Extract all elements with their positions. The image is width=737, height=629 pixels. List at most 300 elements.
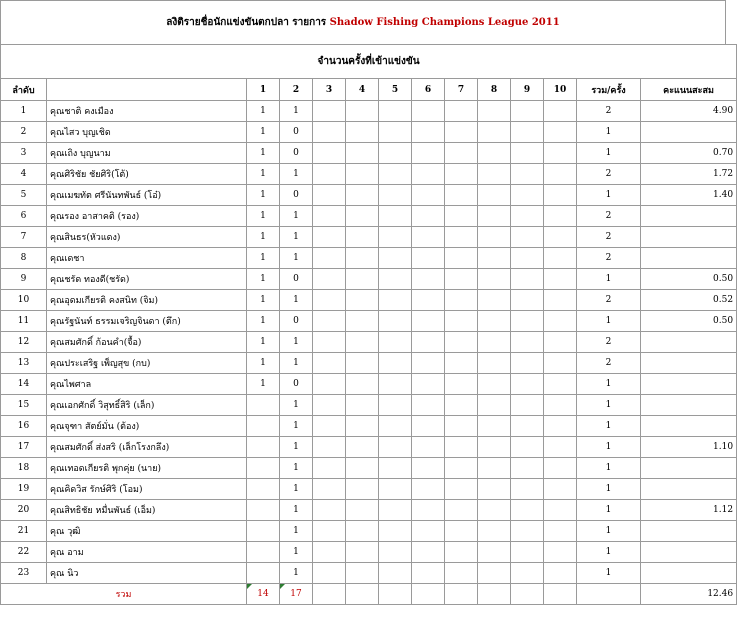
row-round-8 [478,227,511,248]
row-round-5 [379,542,412,563]
row-round-8 [478,416,511,437]
row-round-2: 1 [280,353,313,374]
row-round-2: 1 [280,416,313,437]
row-score [641,458,737,479]
row-round-4 [346,101,379,122]
row-round-5 [379,521,412,542]
row-no: 10 [1,290,47,311]
totals-round-7 [445,584,478,605]
row-round-4 [346,521,379,542]
subheader: จำนวนครั้งที่เข้าแข่งขัน [1,45,737,79]
row-name: คุณชาติ คงเมือง [47,101,247,122]
row-total: 2 [577,353,641,374]
header-total: รวม/ครั้ง [577,79,641,101]
header-round-7: 7 [445,79,478,101]
row-round-3 [313,416,346,437]
row-round-3 [313,206,346,227]
row-round-2: 1 [280,164,313,185]
row-no: 14 [1,374,47,395]
row-round-9 [511,248,544,269]
row-round-2: 1 [280,290,313,311]
row-round-10 [544,332,577,353]
row-round-7 [445,395,478,416]
row-no: 18 [1,458,47,479]
row-round-10 [544,563,577,584]
row-score [641,122,737,143]
formula-marker-icon [280,584,285,589]
row-round-10 [544,542,577,563]
row-round-3 [313,248,346,269]
row-round-7 [445,479,478,500]
totals-round-8 [478,584,511,605]
row-round-7 [445,542,478,563]
row-round-9 [511,101,544,122]
table-row [1,185,737,206]
row-name: คุณเมฆทัต ศรีนันทพันธ์ (โอ๋) [47,185,247,206]
row-round-6 [412,416,445,437]
row-round-5 [379,332,412,353]
row-no: 16 [1,416,47,437]
header-score: คะแนนสะสม [641,79,737,101]
row-round-1: 1 [247,269,280,290]
table-row [1,269,737,290]
table-row [1,101,737,122]
header-round-5: 5 [379,79,412,101]
row-name: คุณรอง อาสาคติ (รอง) [47,206,247,227]
row-round-1 [247,542,280,563]
row-round-10 [544,395,577,416]
table-row [1,521,737,542]
row-no: 19 [1,479,47,500]
row-score [641,227,737,248]
row-round-8 [478,185,511,206]
row-round-5 [379,311,412,332]
table-row [1,143,737,164]
row-round-2: 1 [280,101,313,122]
row-round-1 [247,563,280,584]
row-no: 11 [1,311,47,332]
row-round-3 [313,479,346,500]
table-row [1,395,737,416]
table-row [1,542,737,563]
row-round-4 [346,437,379,458]
header-round-2: 2 [280,79,313,101]
row-round-1: 1 [247,353,280,374]
row-round-8 [478,332,511,353]
table-row [1,164,737,185]
row-round-7 [445,437,478,458]
row-round-3 [313,521,346,542]
row-round-7 [445,122,478,143]
row-round-6 [412,458,445,479]
table-row [1,311,737,332]
row-no: 23 [1,563,47,584]
row-no: 5 [1,185,47,206]
row-round-8 [478,563,511,584]
row-round-2: 1 [280,563,313,584]
row-total: 1 [577,542,641,563]
row-round-6 [412,290,445,311]
row-round-4 [346,563,379,584]
row-round-4 [346,206,379,227]
row-no: 7 [1,227,47,248]
row-no: 17 [1,437,47,458]
row-round-6 [412,395,445,416]
row-round-7 [445,248,478,269]
row-round-2: 1 [280,500,313,521]
row-name: คุณคิดวิส รักษ์ศิริ (โอม) [47,479,247,500]
row-round-9 [511,269,544,290]
row-total: 2 [577,227,641,248]
row-round-6 [412,374,445,395]
row-name: คุณไพศาล [47,374,247,395]
row-round-10 [544,269,577,290]
row-total: 1 [577,479,641,500]
row-round-7 [445,206,478,227]
row-round-4 [346,290,379,311]
row-round-4 [346,122,379,143]
totals-row [1,584,737,605]
row-round-2: 1 [280,395,313,416]
row-round-4 [346,227,379,248]
row-round-1 [247,395,280,416]
row-score: 1.10 [641,437,737,458]
row-round-2: 0 [280,269,313,290]
table-row [1,458,737,479]
row-round-1: 1 [247,374,280,395]
row-round-5 [379,248,412,269]
row-round-3 [313,353,346,374]
row-round-3 [313,458,346,479]
row-round-8 [478,374,511,395]
table-row [1,332,737,353]
row-total: 1 [577,311,641,332]
row-round-9 [511,185,544,206]
row-round-4 [346,374,379,395]
row-round-7 [445,269,478,290]
row-no: 8 [1,248,47,269]
row-round-8 [478,143,511,164]
row-total: 1 [577,563,641,584]
row-total: 1 [577,521,641,542]
row-name: คุณเอกศักดิ์ วิสุทธิ์สิริ (เล็ก) [47,395,247,416]
row-name: คุณ อาม [47,542,247,563]
row-round-6 [412,143,445,164]
header-round-1: 1 [247,79,280,101]
totals-round-10 [544,584,577,605]
row-round-5 [379,269,412,290]
row-round-2: 0 [280,374,313,395]
row-round-6 [412,437,445,458]
row-round-1 [247,479,280,500]
row-round-10 [544,143,577,164]
row-name: คุณสมศักดิ์ ส่งสริ (เล็กโรงกลึง) [47,437,247,458]
row-total: 1 [577,416,641,437]
row-score [641,479,737,500]
row-round-10 [544,122,577,143]
row-round-5 [379,353,412,374]
row-round-9 [511,437,544,458]
row-round-5 [379,227,412,248]
header-round-9: 9 [511,79,544,101]
row-round-3 [313,311,346,332]
row-round-9 [511,122,544,143]
row-score: 0.52 [641,290,737,311]
title-prefix: ลงิติรายชื่อนักแข่งขันตกปลา รายการ [166,17,327,28]
row-round-9 [511,164,544,185]
row-round-9 [511,353,544,374]
row-round-10 [544,248,577,269]
row-round-1 [247,521,280,542]
row-round-3 [313,332,346,353]
row-round-10 [544,437,577,458]
row-round-1: 1 [247,227,280,248]
table-row [1,563,737,584]
row-round-2: 1 [280,479,313,500]
row-score [641,332,737,353]
row-round-9 [511,227,544,248]
row-name: คุณอุดมเกียรติ คงสนิท (จิม) [47,290,247,311]
row-round-5 [379,500,412,521]
row-round-10 [544,500,577,521]
row-round-6 [412,311,445,332]
row-round-6 [412,479,445,500]
row-score [641,206,737,227]
totals-total [577,584,641,605]
row-round-6 [412,248,445,269]
row-round-5 [379,164,412,185]
table-row [1,374,737,395]
row-round-8 [478,311,511,332]
row-round-7 [445,563,478,584]
row-round-5 [379,185,412,206]
row-round-8 [478,101,511,122]
row-score [641,563,737,584]
row-round-8 [478,500,511,521]
row-round-6 [412,206,445,227]
row-round-5 [379,206,412,227]
row-round-5 [379,122,412,143]
row-round-9 [511,479,544,500]
row-round-9 [511,143,544,164]
row-round-6 [412,164,445,185]
row-round-3 [313,542,346,563]
row-round-3 [313,437,346,458]
row-no: 22 [1,542,47,563]
row-round-2: 1 [280,206,313,227]
row-round-9 [511,206,544,227]
row-round-8 [478,164,511,185]
row-round-8 [478,353,511,374]
row-round-1 [247,416,280,437]
row-round-4 [346,542,379,563]
row-round-9 [511,416,544,437]
totals-round-2: 17 [280,584,313,605]
row-round-10 [544,479,577,500]
row-round-9 [511,521,544,542]
table-row [1,290,737,311]
row-no: 15 [1,395,47,416]
row-round-9 [511,542,544,563]
formula-marker-icon [247,584,252,589]
row-round-7 [445,500,478,521]
row-round-3 [313,500,346,521]
row-round-2: 1 [280,521,313,542]
row-total: 2 [577,332,641,353]
row-round-8 [478,290,511,311]
competitor-table [0,44,737,605]
row-round-10 [544,227,577,248]
row-name: คุณไสว บุญเชิด [47,122,247,143]
row-round-7 [445,521,478,542]
row-name: คุณ นิว [47,563,247,584]
row-round-3 [313,143,346,164]
totals-label: รวม [1,584,247,605]
row-total: 2 [577,248,641,269]
row-round-1: 1 [247,101,280,122]
row-total: 1 [577,269,641,290]
row-round-4 [346,248,379,269]
row-round-10 [544,206,577,227]
row-round-4 [346,500,379,521]
row-round-10 [544,101,577,122]
row-round-5 [379,416,412,437]
row-total: 1 [577,500,641,521]
row-name: คุณสินธร(หัวแดง) [47,227,247,248]
row-score: 0.50 [641,269,737,290]
row-round-3 [313,185,346,206]
row-round-4 [346,416,379,437]
row-round-2: 0 [280,185,313,206]
row-name: คุณเทอดเกียรติ พุกคุ่ย (นาย) [47,458,247,479]
row-round-1: 1 [247,332,280,353]
row-round-2: 1 [280,437,313,458]
row-round-9 [511,500,544,521]
row-round-2: 1 [280,332,313,353]
row-round-5 [379,458,412,479]
row-round-5 [379,101,412,122]
table-row [1,206,737,227]
row-round-6 [412,563,445,584]
table-row [1,122,737,143]
row-score [641,395,737,416]
row-score: 1.40 [641,185,737,206]
row-round-9 [511,458,544,479]
row-round-8 [478,542,511,563]
row-score: 4.90 [641,101,737,122]
row-round-1: 1 [247,248,280,269]
row-round-10 [544,353,577,374]
row-round-9 [511,311,544,332]
row-score [641,353,737,374]
table-row [1,248,737,269]
row-round-3 [313,290,346,311]
row-round-10 [544,290,577,311]
row-round-6 [412,521,445,542]
row-total: 1 [577,122,641,143]
row-round-5 [379,143,412,164]
row-round-10 [544,164,577,185]
row-round-2: 1 [280,248,313,269]
totals-score: 12.46 [641,584,737,605]
row-round-2: 1 [280,227,313,248]
row-round-8 [478,269,511,290]
header-round-6: 6 [412,79,445,101]
row-round-4 [346,311,379,332]
row-round-6 [412,227,445,248]
row-total: 2 [577,290,641,311]
row-score: 0.70 [641,143,737,164]
row-round-5 [379,479,412,500]
row-round-9 [511,563,544,584]
row-name: คุณรัฐนันท์ ธรรมเจริญจินดา (ตึก) [47,311,247,332]
row-no: 13 [1,353,47,374]
row-round-1 [247,458,280,479]
row-total: 2 [577,206,641,227]
row-round-4 [346,143,379,164]
row-round-8 [478,206,511,227]
row-round-10 [544,374,577,395]
totals-round-9 [511,584,544,605]
row-no: 1 [1,101,47,122]
row-score [641,374,737,395]
row-round-1: 1 [247,290,280,311]
row-round-4 [346,269,379,290]
row-round-6 [412,332,445,353]
row-no: 3 [1,143,47,164]
totals-round-5 [379,584,412,605]
table-row [1,416,737,437]
row-round-7 [445,416,478,437]
row-round-10 [544,458,577,479]
row-round-8 [478,395,511,416]
row-round-7 [445,164,478,185]
table-row [1,227,737,248]
row-round-5 [379,437,412,458]
header-name [47,79,247,101]
row-round-5 [379,395,412,416]
row-round-1: 1 [247,185,280,206]
row-round-3 [313,122,346,143]
row-name: คุณเถิง บุญนาม [47,143,247,164]
row-round-5 [379,563,412,584]
row-name: คุณ วุฒิ [47,521,247,542]
title-league: Shadow Fishing Champions League 2011 [329,17,560,28]
row-round-4 [346,332,379,353]
row-no: 21 [1,521,47,542]
row-no: 9 [1,269,47,290]
row-round-10 [544,521,577,542]
row-round-8 [478,479,511,500]
row-round-6 [412,500,445,521]
row-round-9 [511,290,544,311]
header-row [1,79,737,101]
row-round-4 [346,479,379,500]
row-round-1: 1 [247,164,280,185]
row-round-4 [346,164,379,185]
sheet-title [0,0,726,44]
row-round-2: 0 [280,122,313,143]
row-round-1: 1 [247,122,280,143]
row-round-9 [511,395,544,416]
header-round-8: 8 [478,79,511,101]
row-total: 1 [577,437,641,458]
row-round-1 [247,500,280,521]
row-total: 2 [577,164,641,185]
row-round-7 [445,353,478,374]
row-score [641,248,737,269]
row-round-1: 1 [247,143,280,164]
